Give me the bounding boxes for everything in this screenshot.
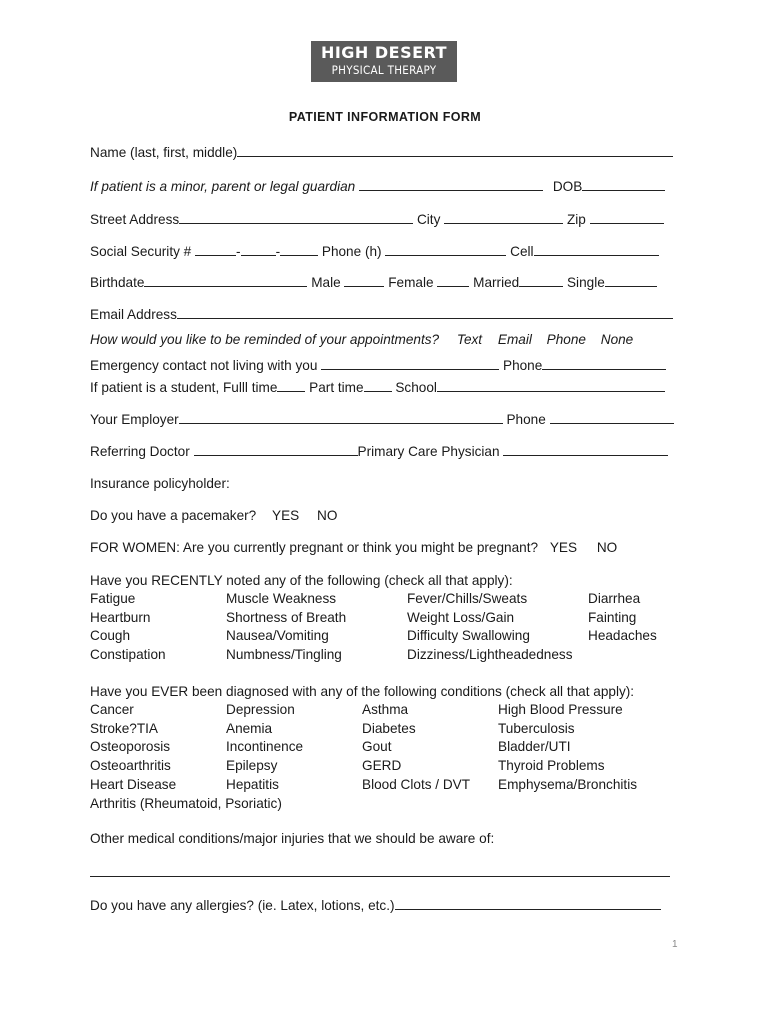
logo-line1: HIGH DESERT [320,43,448,62]
pcp-label: Primary Care Physician [357,444,500,459]
dob-label: DOB [552,179,583,194]
student-part-label: Part time [309,380,364,395]
condition-option[interactable]: Osteoporosis [90,739,171,755]
ssn-field-2[interactable] [241,243,276,256]
symptom-option[interactable]: Shortness of Breath [226,609,347,625]
guardian-label: If patient is a minor, parent or legal guardian [90,179,356,194]
phone-home-label: Phone (h) [321,244,382,259]
condition-option[interactable]: Blood Clots / DVT [362,776,471,792]
symptom-option[interactable]: Fatigue [90,591,136,606]
reminder-row [90,332,633,348]
condition-option[interactable]: Anemia [226,720,273,736]
name-field[interactable] [237,144,673,157]
city-field[interactable] [444,211,563,224]
ssn-field-3[interactable] [280,243,318,256]
ssn-row [90,243,659,260]
allergies-field[interactable] [395,897,661,910]
married-field[interactable] [519,274,563,287]
emergency-row [90,357,666,374]
birthdate-field[interactable] [144,274,307,287]
cell-field[interactable] [534,243,659,256]
employer-field[interactable] [179,411,503,424]
condition-option[interactable]: Tuberculosis [498,720,575,736]
condition-option[interactable]: Osteoarthritis [90,758,171,774]
pacemaker-question: Do you have a pacemaker? [90,508,257,523]
symptom-option[interactable]: Headaches [588,628,657,644]
pregnancy-yes[interactable]: YES [549,540,578,555]
company-logo [311,41,457,82]
symptom-option[interactable]: Muscle Weakness [226,591,337,606]
ssn-dash: - [236,244,241,259]
name-label: Name (last, first, middle) [90,145,238,160]
cell-label: Cell [510,244,534,259]
condition-option[interactable]: Depression [226,702,295,717]
symptom-option[interactable]: Constipation [90,647,166,663]
condition-option[interactable]: Incontinence [226,739,304,755]
reminder-option-text[interactable]: Text [456,332,483,347]
condition-option[interactable]: Hepatitis [226,776,279,792]
condition-option[interactable]: Epilepsy [226,758,278,774]
employer-row [90,411,674,428]
zip-field[interactable] [590,211,664,224]
symptom-option[interactable]: Fainting [588,609,637,625]
other-question: Other medical conditions/major injuries that we should be aware of: [90,831,495,846]
emergency-phone-label: Phone [503,358,543,373]
emergency-field[interactable] [321,357,499,370]
condition-option[interactable]: Stroke?TIA [90,720,158,736]
symptom-option[interactable]: Difficulty Swallowing [407,628,530,644]
email-label: Email Address [90,307,177,322]
condition-option[interactable]: Bladder/UTI [498,739,571,755]
other-field[interactable] [90,864,670,877]
condition-option[interactable]: GERD [362,758,402,774]
employer-label: Your Employer [90,412,179,427]
student-full-field[interactable] [277,379,305,392]
condition-option[interactable]: Asthma [362,702,409,717]
condition-option[interactable]: Thyroid Problems [498,758,605,774]
zip-label: Zip [566,212,586,227]
condition-option[interactable]: Diabetes [362,720,416,736]
condition-option[interactable]: Cancer [90,702,134,717]
ssn-label: Social Security # [90,244,192,259]
city-label: City [416,212,441,227]
single-label: Single [566,275,605,290]
pregnancy-no[interactable]: NO [596,540,618,555]
symptom-option[interactable]: Weight Loss/Gain [407,609,515,625]
condition-option[interactable]: Emphysema/Bronchitis [498,776,638,792]
reminder-option-phone[interactable]: Phone [546,332,586,347]
referring-field[interactable] [194,443,358,456]
guardian-row [90,178,665,195]
pacemaker-row [90,508,337,524]
address-row [90,211,664,228]
ssn-dash: - [275,244,281,259]
school-label: School [395,380,437,395]
student-row [90,379,665,396]
ever-question: Have you EVER been diagnosed with any of the following conditions (check all that apply): [90,684,635,699]
student-full-label: If patient is a student, Fulll time [90,380,278,395]
pacemaker-yes[interactable]: YES [272,508,300,523]
male-field[interactable] [344,274,384,287]
email-row [90,306,673,323]
allergies-row [90,897,661,914]
ssn-field-1[interactable] [195,243,236,256]
phone-home-field[interactable] [385,243,506,256]
insurance-label: Insurance policyholder: [90,476,230,491]
reminder-option-email[interactable]: Email [497,332,532,347]
pacemaker-no[interactable]: NO [317,508,338,523]
street-field[interactable] [179,211,413,224]
married-label: Married [473,275,520,290]
pregnancy-row [90,540,617,556]
condition-option[interactable]: Gout [362,739,392,755]
male-label: Male [311,275,341,290]
symptom-option[interactable]: Diarrhea [588,591,641,606]
form-title: PATIENT INFORMATION FORM [288,110,482,124]
pregnancy-question: FOR WOMEN: Are you currently pregnant or think you might be pregnant? [90,540,539,555]
birthdate-row [90,274,657,291]
symptom-option[interactable]: Dizziness/Lightheadedness [407,647,573,663]
emergency-phone-field[interactable] [542,357,666,370]
symptom-option[interactable]: Nausea/Vomiting [226,628,329,644]
dob-field[interactable] [582,178,665,191]
symptom-option[interactable]: Cough [90,628,131,644]
condition-option[interactable]: Arthritis (Rheumatoid, Psoriatic) [90,795,282,811]
single-field[interactable] [605,274,657,287]
symptom-option[interactable]: Numbness/Tingling [226,647,342,663]
emergency-label: Emergency contact not living with you [90,358,318,373]
email-field[interactable] [177,306,673,319]
logo-line2: PHYSICAL THERAPY [331,63,437,77]
employer-phone-label: Phone [506,412,546,427]
guardian-field[interactable] [359,178,543,191]
pcp-field[interactable] [503,443,668,456]
allergies-label: Do you have any allergies? (ie. Latex, lotions, etc.) [90,898,395,913]
employer-phone-field[interactable] [550,411,674,424]
symptom-option[interactable]: Fever/Chills/Sweats [407,591,528,606]
reminder-option-none[interactable]: None [600,332,634,347]
school-field[interactable] [437,379,665,392]
birthdate-label: Birthdate [90,275,145,290]
female-field[interactable] [437,274,469,287]
street-label: Street Address [90,212,180,227]
condition-option[interactable]: High Blood Pressure [498,702,623,717]
female-label: Female [388,275,434,290]
condition-option[interactable]: Heart Disease [90,776,177,792]
page-number: 1 [672,939,678,950]
other-row [90,864,670,881]
doctor-row [90,443,668,460]
reminder-question: How would you like to be reminded of your appointments? [90,332,440,347]
recent-question: Have you RECENTLY noted any of the following (check all that apply): [90,573,513,588]
student-part-field[interactable] [364,379,392,392]
symptom-option[interactable]: Heartburn [90,609,151,625]
referring-label: Referring Doctor [90,444,190,459]
name-row [90,144,673,161]
